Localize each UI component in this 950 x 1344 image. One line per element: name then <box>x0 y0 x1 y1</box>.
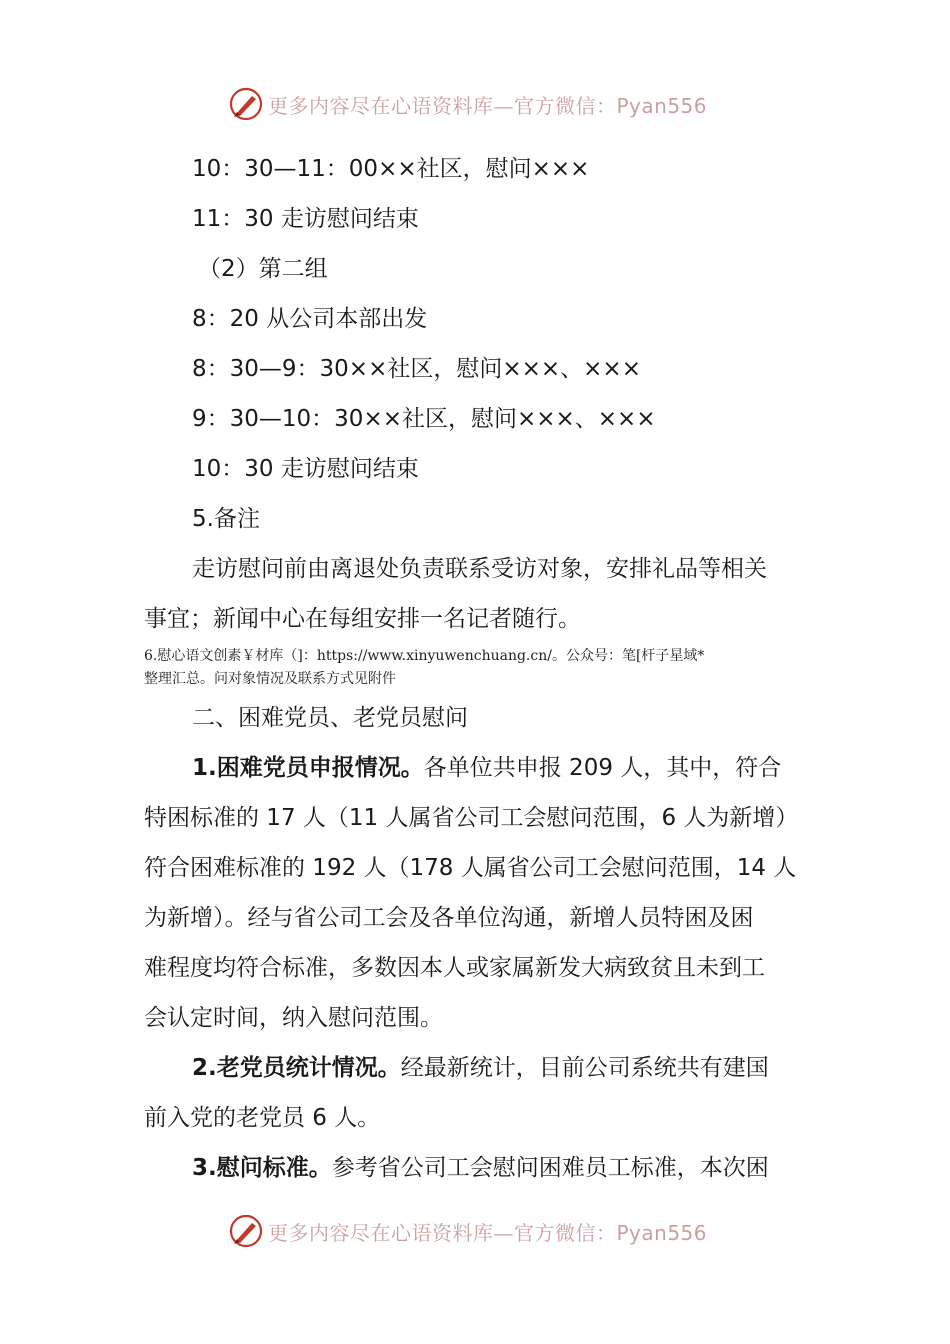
schedule-line: 11：30 走访慰问结束 <box>192 206 419 232</box>
schedule-line: 8：20 从公司本部出发 <box>192 306 428 332</box>
paragraph-lead: 3.慰问标准。 <box>192 1155 332 1181</box>
schedule-line: 10：30 走访慰问结束 <box>192 456 419 482</box>
paragraph-line: 为新增）。经与省公司工会及各单位沟通，新增人员特困及困 <box>144 905 754 931</box>
group-heading: （2）第二组 <box>198 256 328 282</box>
paragraph-lead: 2.老党员统计情况。 <box>192 1055 401 1081</box>
paragraph-lead: 1.困难党员申报情况。 <box>192 755 424 781</box>
banner-text: 更多内容尽在心语资料库—官方微信：Pyan556 <box>268 93 708 118</box>
paragraph-line: 前入党的老党员 6 人。 <box>144 1105 381 1131</box>
schedule-line: 8：30—9：30××社区，慰问×××、××× <box>192 356 641 382</box>
paragraph-line: 3.慰问标准。参考省公司工会慰问困难员工标准，本次困 <box>192 1155 769 1181</box>
notes-heading: 5.备注 <box>192 506 260 532</box>
wechat-id: Pyan556 <box>616 93 708 118</box>
paragraph-line: 难程度均符合标准，多数因本人或家属新发大病致贫且未到工 <box>144 955 765 981</box>
notes-paragraph-line: 事宜；新闻中心在每组安排一名记者随行。 <box>144 606 581 632</box>
paragraph-line: 会认定时间，纳入慰问范围。 <box>144 1005 443 1031</box>
paragraph-line: 1.困难党员申报情况。各单位共申报 209 人，其中，符合 <box>192 755 782 781</box>
notes-paragraph-line: 走访慰问前由离退处负责联系受访对象，安排礼品等相关 <box>192 556 767 582</box>
pen-logo-icon <box>228 1213 264 1249</box>
paragraph-line: 符合困难标准的 192 人（178 人属省公司工会慰问范围，14 人 <box>144 855 797 881</box>
wechat-id: Pyan556 <box>616 1220 708 1245</box>
footer-watermark-banner <box>228 1211 707 1251</box>
header-watermark-banner <box>228 84 707 124</box>
section-heading: 二、困难党员、老党员慰问 <box>192 705 468 731</box>
paragraph-line: 特困标准的 17 人（11 人属省公司工会慰问范围，6 人为新增） <box>144 805 799 831</box>
pen-logo-icon <box>228 86 264 122</box>
small-note-line: 整理汇总。问对象情况及联系方式见附件 <box>144 671 396 687</box>
small-note-line: 6.慰心语文创素￥材库（]：https://www.xinyuwenchuang.cn/。公众号：笔[杆子星域* <box>144 648 705 664</box>
schedule-line: 10：30—11：00××社区，慰问××× <box>192 156 590 182</box>
schedule-line: 9：30—10：30××社区，慰问×××、××× <box>192 406 656 432</box>
paragraph-line: 2.老党员统计情况。经最新统计，目前公司系统共有建国 <box>192 1055 769 1081</box>
banner-text: 更多内容尽在心语资料库—官方微信：Pyan556 <box>268 1220 708 1245</box>
